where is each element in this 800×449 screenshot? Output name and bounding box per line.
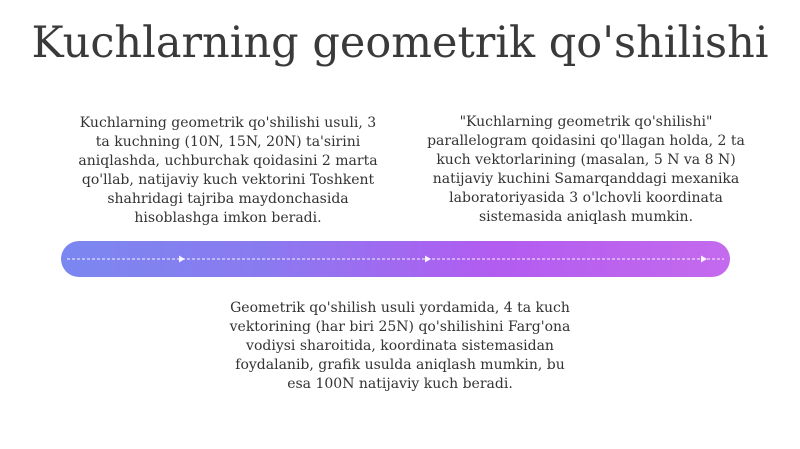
text-block-left: Kuchlarning geometrik qo'shilishi usuli, 3 ta kuchning (10N, 15N, 20N) ta'sirini aniqlashda, uchburchak qoidasini 2 marta qo'llab, natijaviy kuch vektorini Toshkent shahridagi tajriba maydonchasida hisoblashga imkon beradi. — [78, 115, 378, 226]
timeline-bar — [61, 241, 730, 277]
text-block-right: "Kuchlarning geometrik qo'shilishi" parallelogram qoidasini qo'llagan holda, 2 ta kuch vektorlarining (masalan, 5 N va 8 N) natijaviy kuchini Samarqanddagi mexanika laboratoriyasida 3 o'lchovli koordinata sistemasida aniqlash mumkin. — [427, 114, 745, 225]
slide-title: Kuchlarning geometrik qo'shilishi — [31, 18, 769, 68]
text-block-bottom: Geometrik qo'shilish usuli yordamida, 4 ta kuch vektorining (har biri 25N) qo'shilishini Farg'ona vodiysi sharoitida, koordinata sistemasidan foydalanib, grafik usulda aniqlash mumkin, bu esa 100N natijaviy kuch beradi. — [229, 300, 571, 392]
timeline-arrows-icon — [61, 241, 730, 277]
